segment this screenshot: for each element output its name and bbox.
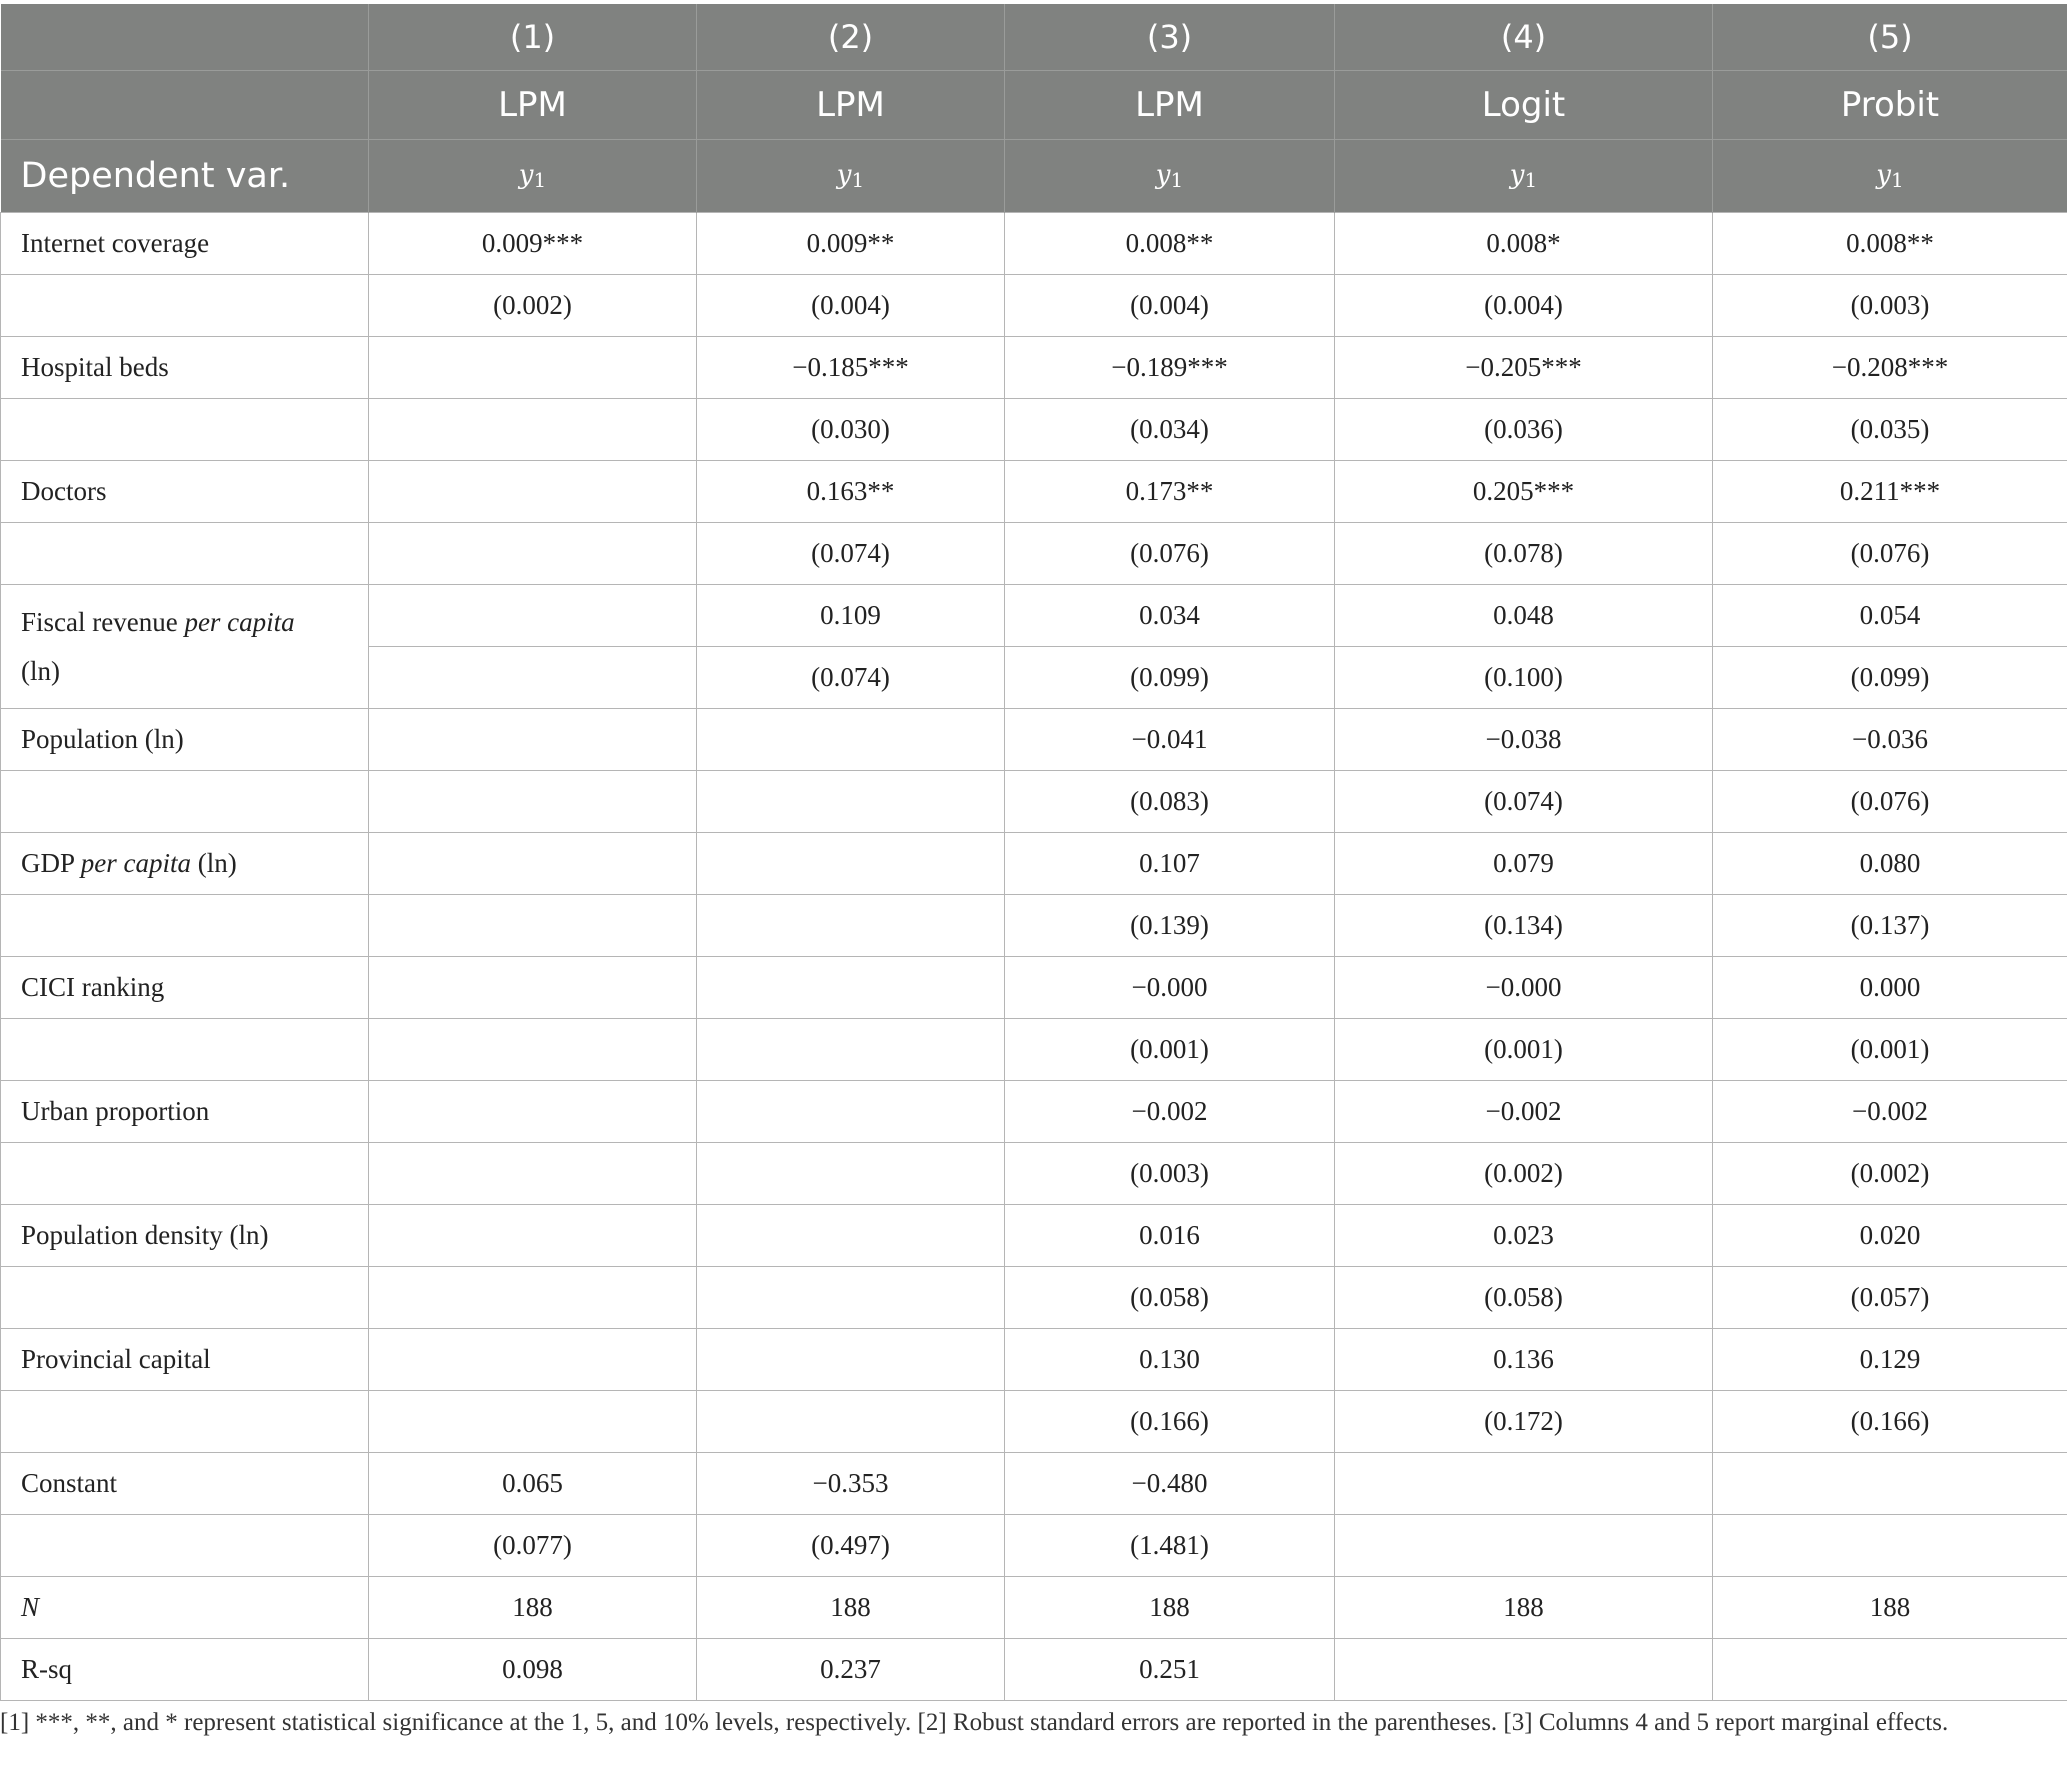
regression-table-container bbox=[0, 4, 2067, 1701]
coefficient-cell: −0.002 bbox=[1005, 1081, 1335, 1143]
statistic-cell bbox=[1713, 1639, 2067, 1701]
standard-error-cell bbox=[369, 1019, 697, 1081]
header-stub-empty bbox=[1, 71, 369, 140]
statistic-cell bbox=[1335, 1639, 1713, 1701]
standard-error-cell: (0.001) bbox=[1713, 1019, 2067, 1081]
header-stub-empty bbox=[1, 4, 369, 71]
dependent-var-subscript: 1 bbox=[1170, 168, 1184, 192]
dependent-var-symbol: y bbox=[836, 160, 852, 190]
standard-error-cell: (0.074) bbox=[1335, 771, 1713, 833]
row-label: Urban proportion bbox=[1, 1081, 369, 1143]
row-label-italic: per capita bbox=[184, 606, 295, 637]
coefficient-cell: −0.002 bbox=[1335, 1081, 1713, 1143]
row-label: Doctors bbox=[1, 461, 369, 523]
standard-error-cell: (0.030) bbox=[697, 399, 1005, 461]
regression-table bbox=[0, 4, 2067, 1701]
standard-error-cell: (0.004) bbox=[1335, 275, 1713, 337]
coefficient-cell: 0.009*** bbox=[369, 213, 697, 275]
coefficient-cell: −0.185*** bbox=[697, 337, 1005, 399]
coefficient-cell bbox=[1713, 1453, 2067, 1515]
table-row bbox=[1, 337, 2067, 399]
standard-error-cell: (0.099) bbox=[1005, 647, 1335, 709]
coefficient-cell: 0.130 bbox=[1005, 1329, 1335, 1391]
standard-error-cell: (0.100) bbox=[1335, 647, 1713, 709]
coefficient-cell: 0.000 bbox=[1713, 957, 2067, 1019]
standard-error-cell bbox=[1713, 1515, 2067, 1577]
model-name-3: LPM bbox=[1005, 71, 1335, 140]
table-row-standard-error bbox=[1, 1143, 2067, 1205]
table-row-standard-error bbox=[1, 771, 2067, 833]
coefficient-cell: 0.205*** bbox=[1335, 461, 1713, 523]
standard-error-cell bbox=[697, 1267, 1005, 1329]
table-header bbox=[1, 4, 2067, 213]
standard-error-cell bbox=[697, 771, 1005, 833]
statistic-cell: 188 bbox=[1713, 1577, 2067, 1639]
row-label-empty bbox=[1, 1019, 369, 1081]
model-name-5: Probit bbox=[1713, 71, 2067, 140]
row-label-empty bbox=[1, 771, 369, 833]
column-number-2: (2) bbox=[697, 4, 1005, 71]
row-label: Hospital beds bbox=[1, 337, 369, 399]
coefficient-cell: 0.079 bbox=[1335, 833, 1713, 895]
coefficient-cell: 0.009** bbox=[697, 213, 1005, 275]
coefficient-cell: 0.129 bbox=[1713, 1329, 2067, 1391]
coefficient-cell bbox=[697, 1205, 1005, 1267]
table-row bbox=[1, 1205, 2067, 1267]
coefficient-cell bbox=[369, 1205, 697, 1267]
row-label-empty bbox=[1, 523, 369, 585]
header-row-models bbox=[1, 71, 2067, 140]
coefficient-cell: 0.034 bbox=[1005, 585, 1335, 647]
table-row-standard-error bbox=[1, 1391, 2067, 1453]
standard-error-cell bbox=[369, 895, 697, 957]
table-body bbox=[1, 213, 2067, 1701]
standard-error-cell bbox=[697, 1019, 1005, 1081]
row-label-italic: per capita bbox=[80, 848, 191, 878]
coefficient-cell: 0.080 bbox=[1713, 833, 2067, 895]
standard-error-cell bbox=[369, 523, 697, 585]
table-row bbox=[1, 957, 2067, 1019]
row-label bbox=[1, 585, 369, 709]
standard-error-cell: (0.035) bbox=[1713, 399, 2067, 461]
dependent-var-symbol: y bbox=[1155, 160, 1171, 190]
table-row-standard-error bbox=[1, 1267, 2067, 1329]
coefficient-cell bbox=[697, 957, 1005, 1019]
table-row-standard-error bbox=[1, 1515, 2067, 1577]
table-row-standard-error bbox=[1, 275, 2067, 337]
coefficient-cell: −0.205*** bbox=[1335, 337, 1713, 399]
statistic-cell: 188 bbox=[1335, 1577, 1713, 1639]
coefficient-cell bbox=[369, 709, 697, 771]
standard-error-cell: (0.139) bbox=[1005, 895, 1335, 957]
standard-error-cell: (0.001) bbox=[1335, 1019, 1713, 1081]
model-name-2: LPM bbox=[697, 71, 1005, 140]
coefficient-cell bbox=[697, 709, 1005, 771]
table-row-statistic bbox=[1, 1577, 2067, 1639]
coefficient-cell bbox=[369, 1081, 697, 1143]
row-label: Population (ln) bbox=[1, 709, 369, 771]
model-name-1: LPM bbox=[369, 71, 697, 140]
statistic-cell: 0.251 bbox=[1005, 1639, 1335, 1701]
standard-error-cell: (0.074) bbox=[697, 647, 1005, 709]
row-label: Constant bbox=[1, 1453, 369, 1515]
row-label-text: GDP bbox=[21, 848, 81, 878]
statistic-cell: 188 bbox=[1005, 1577, 1335, 1639]
table-row bbox=[1, 709, 2067, 771]
dependent-var-cell bbox=[1005, 140, 1335, 213]
standard-error-cell: (0.003) bbox=[1005, 1143, 1335, 1205]
row-label-text: Fiscal revenue bbox=[21, 606, 185, 637]
standard-error-cell bbox=[369, 1391, 697, 1453]
dependent-var-cell bbox=[1713, 140, 2067, 213]
coefficient-cell bbox=[369, 337, 697, 399]
standard-error-cell: (1.481) bbox=[1005, 1515, 1335, 1577]
row-label-empty bbox=[1, 1267, 369, 1329]
coefficient-cell: 0.136 bbox=[1335, 1329, 1713, 1391]
table-row bbox=[1, 585, 2067, 647]
standard-error-cell: (0.074) bbox=[697, 523, 1005, 585]
dependent-var-symbol: y bbox=[1876, 160, 1891, 190]
row-label-empty bbox=[1, 1391, 369, 1453]
dependent-var-subscript: 1 bbox=[851, 168, 865, 192]
coefficient-cell bbox=[369, 461, 697, 523]
coefficient-cell: 0.173** bbox=[1005, 461, 1335, 523]
standard-error-cell bbox=[369, 1143, 697, 1205]
table-row-standard-error bbox=[1, 895, 2067, 957]
row-label-empty bbox=[1, 895, 369, 957]
standard-error-cell: (0.004) bbox=[697, 275, 1005, 337]
coefficient-cell: 0.008** bbox=[1713, 213, 2067, 275]
standard-error-cell: (0.002) bbox=[1713, 1143, 2067, 1205]
table-row bbox=[1, 1329, 2067, 1391]
standard-error-cell: (0.034) bbox=[1005, 399, 1335, 461]
standard-error-cell: (0.172) bbox=[1335, 1391, 1713, 1453]
coefficient-cell: −0.036 bbox=[1713, 709, 2067, 771]
row-label: Internet coverage bbox=[1, 213, 369, 275]
table-row bbox=[1, 213, 2067, 275]
standard-error-cell: (0.058) bbox=[1005, 1267, 1335, 1329]
row-label-empty bbox=[1, 1515, 369, 1577]
coefficient-cell bbox=[697, 1329, 1005, 1391]
table-footnotes: [1] ***, **, and * represent statistical significance at the 1, 5, and 10% levels, respectively. [2] Robust standard errors are reported in the parentheses. [3] Columns 4 and 5 report marginal effects. bbox=[0, 1709, 1949, 1736]
standard-error-cell: (0.002) bbox=[1335, 1143, 1713, 1205]
coefficient-cell: 0.023 bbox=[1335, 1205, 1713, 1267]
statistic-label-text: N bbox=[21, 1592, 40, 1622]
standard-error-cell: (0.497) bbox=[697, 1515, 1005, 1577]
statistic-cell: 0.098 bbox=[369, 1639, 697, 1701]
standard-error-cell: (0.137) bbox=[1713, 895, 2067, 957]
standard-error-cell bbox=[1335, 1515, 1713, 1577]
statistic-cell: 188 bbox=[697, 1577, 1005, 1639]
coefficient-cell bbox=[697, 833, 1005, 895]
coefficient-cell: 0.107 bbox=[1005, 833, 1335, 895]
dependent-var-symbol: y bbox=[1509, 160, 1525, 190]
coefficient-cell: −0.002 bbox=[1713, 1081, 2067, 1143]
coefficient-cell: 0.008** bbox=[1005, 213, 1335, 275]
table-row bbox=[1, 1081, 2067, 1143]
row-label-suffix: (ln) bbox=[191, 848, 237, 878]
coefficient-cell: −0.480 bbox=[1005, 1453, 1335, 1515]
row-label-empty bbox=[1, 1143, 369, 1205]
model-name-4: Logit bbox=[1335, 71, 1713, 140]
row-label: Provincial capital bbox=[1, 1329, 369, 1391]
standard-error-cell: (0.058) bbox=[1335, 1267, 1713, 1329]
coefficient-cell bbox=[369, 585, 697, 647]
row-label: Population density (ln) bbox=[1, 1205, 369, 1267]
statistic-cell: 188 bbox=[369, 1577, 697, 1639]
coefficient-cell: −0.000 bbox=[1335, 957, 1713, 1019]
dependent-var-subscript: 1 bbox=[533, 168, 547, 192]
table-row bbox=[1, 1453, 2067, 1515]
standard-error-cell bbox=[369, 1267, 697, 1329]
standard-error-cell bbox=[697, 895, 1005, 957]
standard-error-cell bbox=[697, 1391, 1005, 1453]
table-row-statistic bbox=[1, 1639, 2067, 1701]
table-row-standard-error bbox=[1, 523, 2067, 585]
standard-error-cell: (0.036) bbox=[1335, 399, 1713, 461]
coefficient-cell: −0.189*** bbox=[1005, 337, 1335, 399]
standard-error-cell: (0.166) bbox=[1005, 1391, 1335, 1453]
coefficient-cell: −0.000 bbox=[1005, 957, 1335, 1019]
standard-error-cell: (0.099) bbox=[1713, 647, 2067, 709]
dependent-var-cell bbox=[697, 140, 1005, 213]
coefficient-cell: 0.163** bbox=[697, 461, 1005, 523]
table-row-standard-error bbox=[1, 1019, 2067, 1081]
standard-error-cell: (0.083) bbox=[1005, 771, 1335, 833]
standard-error-cell bbox=[697, 1143, 1005, 1205]
row-label bbox=[1, 833, 369, 895]
dependent-var-subscript: 1 bbox=[1524, 168, 1538, 192]
statistic-cell: 0.237 bbox=[697, 1639, 1005, 1701]
header-row-column-numbers bbox=[1, 4, 2067, 71]
coefficient-cell: −0.208*** bbox=[1713, 337, 2067, 399]
statistic-label bbox=[1, 1577, 369, 1639]
row-label: CICI ranking bbox=[1, 957, 369, 1019]
standard-error-cell: (0.076) bbox=[1005, 523, 1335, 585]
standard-error-cell: (0.004) bbox=[1005, 275, 1335, 337]
dependent-var-cell bbox=[369, 140, 697, 213]
coefficient-cell bbox=[369, 1329, 697, 1391]
coefficient-cell bbox=[1335, 1453, 1713, 1515]
coefficient-cell: −0.038 bbox=[1335, 709, 1713, 771]
row-label-suffix: (ln) bbox=[21, 655, 60, 686]
coefficient-cell: −0.353 bbox=[697, 1453, 1005, 1515]
header-row-dependent-var bbox=[1, 140, 2067, 213]
standard-error-cell: (0.001) bbox=[1005, 1019, 1335, 1081]
standard-error-cell: (0.134) bbox=[1335, 895, 1713, 957]
standard-error-cell bbox=[369, 399, 697, 461]
table-row bbox=[1, 833, 2067, 895]
dependent-var-label: Dependent var. bbox=[1, 140, 369, 213]
dependent-var-symbol: y bbox=[518, 160, 534, 190]
coefficient-cell: 0.020 bbox=[1713, 1205, 2067, 1267]
column-number-1: (1) bbox=[369, 4, 697, 71]
standard-error-cell: (0.076) bbox=[1713, 523, 2067, 585]
dependent-var-cell bbox=[1335, 140, 1713, 213]
standard-error-cell: (0.076) bbox=[1713, 771, 2067, 833]
table-row bbox=[1, 461, 2067, 523]
coefficient-cell: 0.065 bbox=[369, 1453, 697, 1515]
coefficient-cell: 0.008* bbox=[1335, 213, 1713, 275]
standard-error-cell: (0.077) bbox=[369, 1515, 697, 1577]
standard-error-cell: (0.057) bbox=[1713, 1267, 2067, 1329]
coefficient-cell: 0.109 bbox=[697, 585, 1005, 647]
standard-error-cell: (0.078) bbox=[1335, 523, 1713, 585]
standard-error-cell: (0.002) bbox=[369, 275, 697, 337]
standard-error-cell: (0.003) bbox=[1713, 275, 2067, 337]
column-number-4: (4) bbox=[1335, 4, 1713, 71]
column-number-5: (5) bbox=[1713, 4, 2067, 71]
row-label-empty bbox=[1, 275, 369, 337]
coefficient-cell bbox=[369, 833, 697, 895]
coefficient-cell: 0.016 bbox=[1005, 1205, 1335, 1267]
coefficient-cell bbox=[369, 957, 697, 1019]
coefficient-cell: 0.048 bbox=[1335, 585, 1713, 647]
standard-error-cell bbox=[369, 647, 697, 709]
column-number-3: (3) bbox=[1005, 4, 1335, 71]
standard-error-cell: (0.166) bbox=[1713, 1391, 2067, 1453]
row-label-empty bbox=[1, 399, 369, 461]
coefficient-cell: −0.041 bbox=[1005, 709, 1335, 771]
coefficient-cell: 0.054 bbox=[1713, 585, 2067, 647]
coefficient-cell: 0.211*** bbox=[1713, 461, 2067, 523]
dependent-var-subscript: 1 bbox=[1890, 168, 1904, 192]
coefficient-cell bbox=[697, 1081, 1005, 1143]
table-row-standard-error bbox=[1, 399, 2067, 461]
standard-error-cell bbox=[369, 771, 697, 833]
statistic-label: R-sq bbox=[1, 1639, 369, 1701]
